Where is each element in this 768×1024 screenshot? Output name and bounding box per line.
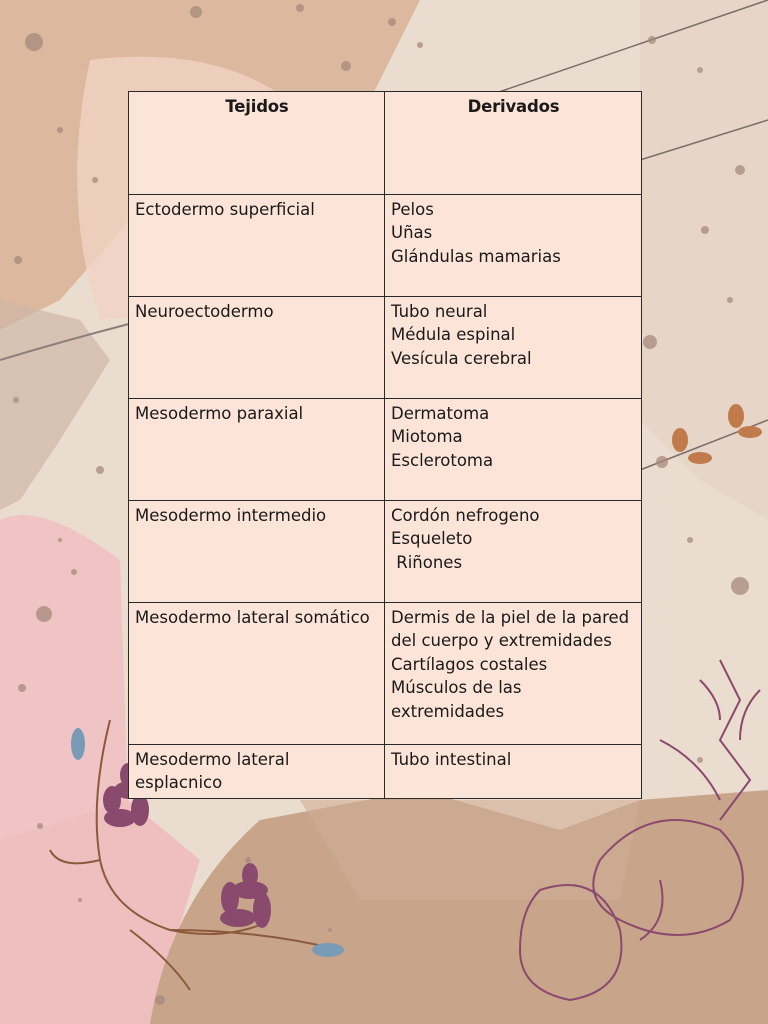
table-row xyxy=(129,603,642,745)
table-row xyxy=(129,297,642,399)
derivados-cell xyxy=(385,399,642,501)
derivados-cell xyxy=(385,745,642,799)
tejido-cell: Neuroectodermo xyxy=(129,297,385,399)
tejido-cell: Mesodermo paraxial xyxy=(129,399,385,501)
derivado-item: Tubo intestinal xyxy=(391,750,512,769)
derivado-item: Dermatoma xyxy=(391,404,490,423)
header-tejidos: Tejidos xyxy=(129,92,385,195)
derivado-item: Músculos de las extremidades xyxy=(391,678,522,721)
derivado-item: Uñas xyxy=(391,223,433,243)
derivado-item: Cordón nefrogeno xyxy=(391,506,540,525)
table-header-row xyxy=(129,92,642,195)
derivados-cell xyxy=(385,195,642,297)
table-row xyxy=(129,501,642,603)
derivados-cell xyxy=(385,603,642,745)
tejido-cell: Mesodermo lateral esplacnico xyxy=(129,745,385,799)
derivado-item: Dermis de la piel de la pared del cuerpo y extremidades xyxy=(391,608,630,651)
table-row xyxy=(129,195,642,297)
tejido-cell: Ectodermo superficial xyxy=(129,195,385,297)
derivados-cell xyxy=(385,297,642,399)
tissues-derivatives-table xyxy=(128,91,642,799)
derivado-item: Esclerotoma xyxy=(391,450,494,470)
derivado-item: Cartílagos costales xyxy=(391,654,548,674)
table-row xyxy=(129,399,642,501)
header-derivados: Derivados xyxy=(385,92,642,195)
derivado-item: Glándulas mamarias xyxy=(391,246,561,266)
tejido-cell: Mesodermo intermedio xyxy=(129,501,385,603)
derivado-item: Médula espinal xyxy=(391,325,516,345)
derivado-item: Pelos xyxy=(391,200,434,219)
table-row xyxy=(129,745,642,799)
tejido-cell: Mesodermo lateral somático xyxy=(129,603,385,745)
derivado-item: Tubo neural xyxy=(391,302,488,321)
derivados-cell xyxy=(385,501,642,603)
derivado-item: Esqueleto xyxy=(391,529,473,549)
derivado-item: Miotoma xyxy=(391,427,463,447)
derivado-item: Riñones xyxy=(391,552,463,572)
derivado-item: Vesícula cerebral xyxy=(391,348,532,368)
